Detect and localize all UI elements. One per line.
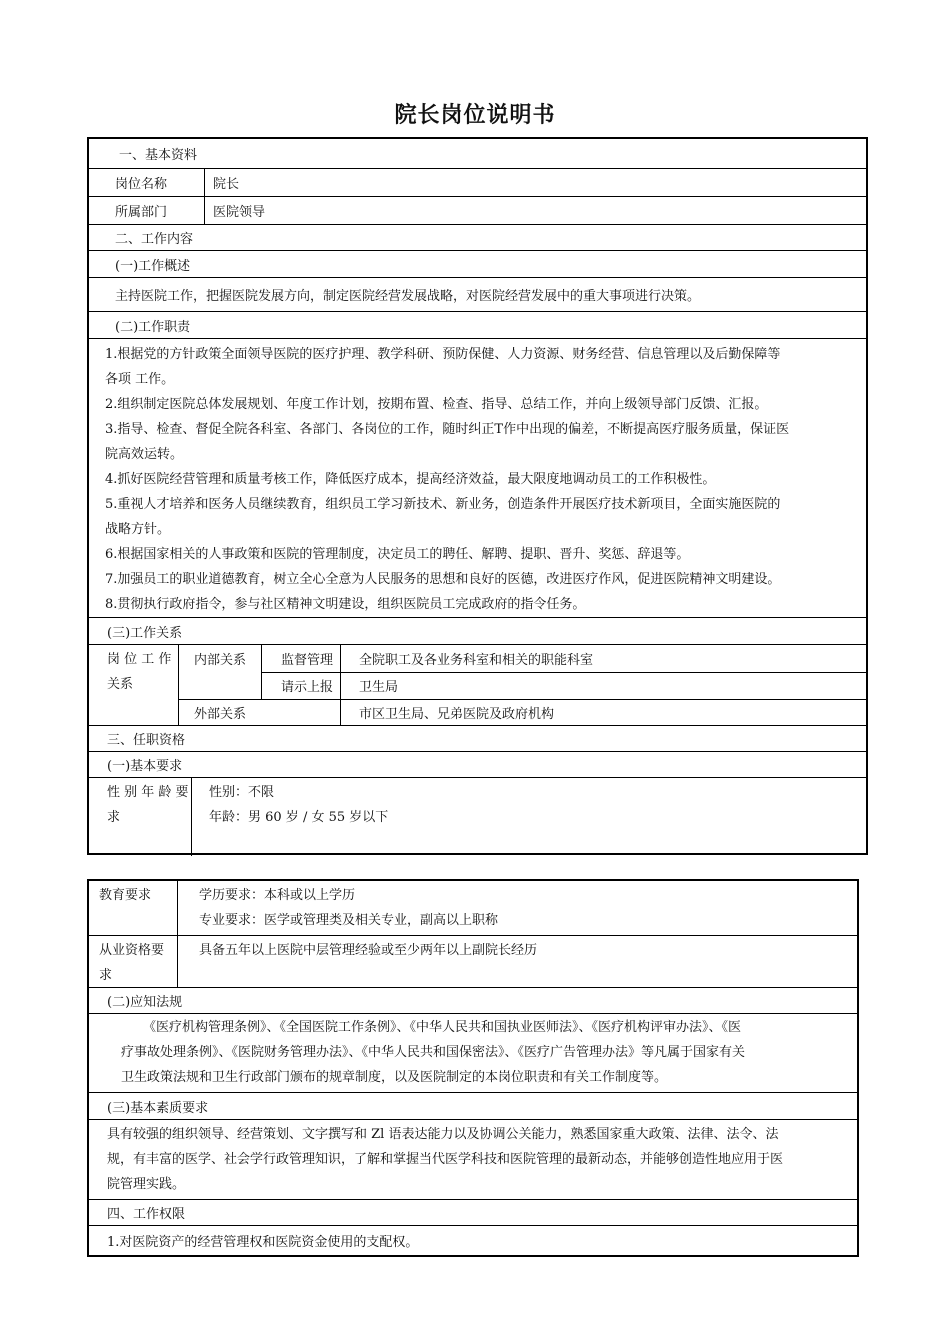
qualification-row xyxy=(89,935,857,987)
laws-text-row xyxy=(89,1013,857,1092)
laws-line: 《医疗机构管理条例》、《全国医院工作条例》、《中华人民共和国执业医师法》、《医疗机构评审办法》、《医 xyxy=(143,1020,742,1035)
laws-heading-row xyxy=(89,987,857,1013)
authority-heading-row xyxy=(89,1199,857,1225)
duty-line: 战略方针。 xyxy=(105,522,171,537)
duty-line: 3.指导、检查、督促全院各科室、各部门、各岗位的工作，随时纠正T作中出现的偏差，不断提高医疗服务质量，保证医 xyxy=(105,422,790,437)
authority-item: 1.对医院资产的经营管理权和医院资金使用的支配权。 xyxy=(107,1235,419,1250)
job-description-table-1 xyxy=(87,137,868,855)
duty-line: 各项 工作。 xyxy=(105,372,175,387)
quality-text-row xyxy=(89,1119,857,1199)
supervise-value: 全院职工及各业务科室和相关的职能科室 xyxy=(359,653,594,668)
internal-relations-label: 内部关系 xyxy=(194,653,247,668)
gender-age-row xyxy=(89,777,866,855)
subsection-heading: (二)应知法规 xyxy=(107,995,183,1010)
quality-line: 具有较强的组织领导、经营策划、文字撰写和 Zl 语表达能力以及协调公关能力，熟悉国家重大政策、法律、法令、法 xyxy=(107,1127,779,1142)
education-values xyxy=(199,883,857,933)
education-row xyxy=(89,881,857,935)
gender-age-label-line: 求 xyxy=(107,810,121,825)
position-name-value: 院长 xyxy=(204,169,239,196)
duty-line: 院高效运转。 xyxy=(105,447,184,462)
overview-text: 主持医院工作，把握医院发展方向，制定医院经营发展战略，对医院经营发展中的重大事项进行决策。 xyxy=(115,289,701,304)
subsection-heading: (二)工作职责 xyxy=(115,319,191,335)
subsection-heading: (一)基本要求 xyxy=(107,759,183,774)
relations-label-line: 关系 xyxy=(107,677,134,692)
position-name-label: 岗位名称 xyxy=(115,177,168,192)
department-value: 医院领导 xyxy=(204,197,265,224)
duty-line: 8.贯彻执行政府指令，参与社区精神文明建设，组织医院员工完成政府的指令任务。 xyxy=(105,597,586,612)
section-heading: 三、任职资格 xyxy=(107,733,186,748)
section-work-content xyxy=(89,224,866,250)
laws-text xyxy=(121,1015,857,1090)
relations-block xyxy=(89,644,866,725)
gender-value: 性别：不限 xyxy=(209,785,275,800)
page-title: 院长岗位说明书 xyxy=(394,102,556,128)
duty-line: 1.根据党的方针政策全面领导医院的医疗护理、教学科研、预防保健、人力资源、财务经营、信息管理以及后勤保障等 xyxy=(105,347,781,362)
qualification-label-line: 从业资格要 xyxy=(99,943,165,958)
education-label-text: 教育要求 xyxy=(99,888,152,903)
quality-text xyxy=(107,1122,857,1197)
job-description-table-2 xyxy=(87,879,859,1257)
qualification-value-block xyxy=(199,938,857,963)
duty-line: 7.加强员工的职业道德教育，树立全心全意为人民服务的思想和良好的医德，改进医疗作风，促进医院精神文明建设。 xyxy=(105,572,781,587)
quality-line: 规，有丰富的医学、社会学行政管理知识，了解和掌握当代医学科技和医院管理的最新动态，并能够创造性地应用于医 xyxy=(107,1152,784,1167)
department-row xyxy=(89,196,866,224)
subsection-heading: (三)基本素质要求 xyxy=(107,1100,209,1116)
quality-line: 院管理实践。 xyxy=(107,1177,186,1192)
gender-age-label-line: 性 别 年 龄 要 xyxy=(107,785,189,800)
subsection-heading: (一)工作概述 xyxy=(115,258,191,274)
laws-line: 卫生政策法规和卫生行政部门颁布的规章制度，以及医院制定的本岗位职责和有关工作制度等。 xyxy=(121,1070,668,1085)
duty-line: 5.重视人才培养和医务人员继续教育，组织员工学习新技术、新业务，创造条件开展医疗技术新项目，全面实施医院的 xyxy=(105,497,781,512)
quality-heading-row xyxy=(89,1092,857,1119)
section-basic-info xyxy=(89,139,866,168)
position-name-row xyxy=(89,168,866,196)
subsection-heading: (三)工作关系 xyxy=(107,625,183,641)
overview-heading-row xyxy=(89,250,866,277)
supervise-label: 监督管理 xyxy=(281,653,334,668)
laws-line: 疗事故处理条例》、《医院财务管理办法》、《中华人民共和国保密法》、《医疗广告管理办法》等凡属于国家有关 xyxy=(121,1045,746,1060)
external-relations-label: 外部关系 xyxy=(194,707,247,722)
duties-heading-row xyxy=(89,311,866,338)
degree-requirement: 学历要求：本科或以上学历 xyxy=(199,888,356,903)
department-label: 所属部门 xyxy=(115,205,168,220)
qualification-value: 具备五年以上医院中层管理经验或至少两年以上副院长经历 xyxy=(199,943,538,958)
gender-age-values xyxy=(209,780,866,830)
section-heading: 四、工作权限 xyxy=(107,1207,186,1222)
report-value: 卫生局 xyxy=(359,680,399,695)
duty-line: 2.组织制定医院总体发展规划、年度工作计划，按期布置、检查、指导、总结工作，并向上级领导部门反馈、汇报。 xyxy=(105,397,768,412)
duty-line: 6.根据国家相关的人事政策和医院的管理制度，决定员工的聘任、解聘、提职、晋升、奖惩、辞退等。 xyxy=(105,547,690,562)
section-heading: 一、基本资料 xyxy=(119,148,198,163)
authority-item-row xyxy=(89,1225,857,1255)
report-label: 请示上报 xyxy=(281,680,334,695)
section-heading: 二、工作内容 xyxy=(115,232,194,247)
relations-heading-row xyxy=(89,617,866,644)
relations-label-line: 岗 位 工 作 xyxy=(107,652,172,667)
qualification-label-line: 求 xyxy=(99,968,113,983)
major-requirement: 专业要求：医学或管理类及相关专业，副高以上职称 xyxy=(199,913,499,928)
section-qualifications xyxy=(89,725,866,751)
duties-text-block xyxy=(105,342,866,617)
basic-requirements-heading-row xyxy=(89,751,866,777)
age-value: 年龄：男 60 岁 / 女 55 岁以下 xyxy=(209,810,389,825)
duties-list xyxy=(89,338,866,617)
duty-line: 4.抓好医院经营管理和质量考核工作，降低医疗成本，提高经济效益，最大限度地调动员工的工作积极性。 xyxy=(105,472,716,487)
overview-text-row xyxy=(89,277,866,311)
external-relations-value: 市区卫生局、兄弟医院及政府机构 xyxy=(359,707,555,722)
